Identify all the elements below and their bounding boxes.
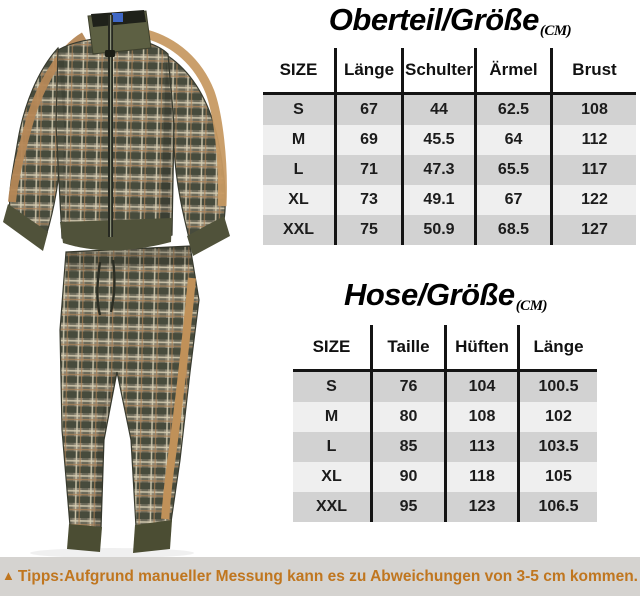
oberteil-section-title — [263, 2, 636, 38]
tracksuit-product-image — [0, 0, 262, 560]
warning-triangle-icon: ▲ — [2, 568, 15, 583]
oberteil-row-s — [263, 95, 636, 125]
cell: 49.1 — [404, 185, 477, 215]
oberteil-size-table — [263, 48, 636, 245]
cell: S — [263, 95, 337, 125]
cell: 75 — [337, 215, 404, 245]
hose-row-s — [293, 372, 597, 402]
cell: 69 — [337, 125, 404, 155]
cell: 108 — [447, 402, 520, 432]
cell: M — [263, 125, 337, 155]
cell: 65.5 — [477, 155, 553, 185]
cell: 67 — [477, 185, 553, 215]
measurement-tip-bar — [0, 557, 640, 596]
oberteil-header-schulter: Schulter — [404, 48, 477, 92]
cell: XL — [293, 462, 373, 492]
cell: 123 — [447, 492, 520, 522]
pants-illustration — [30, 246, 199, 558]
cell: 127 — [553, 215, 636, 245]
jacket-illustration — [3, 10, 230, 256]
cell: XXL — [293, 492, 373, 522]
oberteil-title-unit: (CM) — [539, 23, 572, 39]
cell: 113 — [447, 432, 520, 462]
hose-header-taille: Taille — [373, 325, 447, 369]
measurement-tip-text: Tipps:Aufgrund manueller Messung kann es zu Abweichungen von 3-5 cm kommen. — [17, 567, 638, 585]
cell: 68.5 — [477, 215, 553, 245]
oberteil-header-laenge: Länge — [337, 48, 404, 92]
cell: 44 — [404, 95, 477, 125]
hose-header-size: SIZE — [293, 325, 373, 369]
cell: 112 — [553, 125, 636, 155]
cell: 64 — [477, 125, 553, 155]
cell: 50.9 — [404, 215, 477, 245]
hose-row-l — [293, 432, 597, 462]
oberteil-header-brust: Brust — [553, 48, 636, 92]
cell: 108 — [553, 95, 636, 125]
cell: L — [263, 155, 337, 185]
oberteil-row-m — [263, 125, 636, 155]
hose-header-hueften: Hüften — [447, 325, 520, 369]
hose-header-row — [293, 325, 597, 372]
hose-section-title — [293, 277, 597, 313]
cell: 62.5 — [477, 95, 553, 125]
cell: XXL — [263, 215, 337, 245]
cell: 102 — [520, 402, 597, 432]
oberteil-title-text: Oberteil/Größe — [328, 2, 539, 37]
cell: 95 — [373, 492, 447, 522]
oberteil-header-aermel: Ärmel — [477, 48, 553, 92]
cell: XL — [263, 185, 337, 215]
cell: 73 — [337, 185, 404, 215]
cell: 104 — [447, 372, 520, 402]
cell: L — [293, 432, 373, 462]
oberteil-header-size: SIZE — [263, 48, 337, 92]
hose-row-xxl — [293, 492, 597, 522]
hose-row-m — [293, 402, 597, 432]
hose-header-laenge: Länge — [520, 325, 597, 369]
oberteil-header-row — [263, 48, 636, 95]
cell: 118 — [447, 462, 520, 492]
cell: 122 — [553, 185, 636, 215]
cell: 85 — [373, 432, 447, 462]
oberteil-row-l — [263, 155, 636, 185]
oberteil-row-xl — [263, 185, 636, 215]
collar-tag — [112, 13, 123, 22]
cell: 100.5 — [520, 372, 597, 402]
hose-row-xl — [293, 462, 597, 492]
cell: 67 — [337, 95, 404, 125]
cell: 105 — [520, 462, 597, 492]
cell: 90 — [373, 462, 447, 492]
cell: 80 — [373, 402, 447, 432]
cell: 117 — [553, 155, 636, 185]
hose-title-text: Hose/Größe — [343, 277, 515, 312]
hose-size-table — [293, 325, 597, 522]
hose-title-unit: (CM) — [515, 298, 548, 314]
cell: M — [293, 402, 373, 432]
cell: 71 — [337, 155, 404, 185]
cell: 106.5 — [520, 492, 597, 522]
cell: 76 — [373, 372, 447, 402]
oberteil-row-xxl — [263, 215, 636, 245]
zipper-pull — [105, 50, 115, 57]
cell: 45.5 — [404, 125, 477, 155]
cell: 103.5 — [520, 432, 597, 462]
cell: S — [293, 372, 373, 402]
cell: 47.3 — [404, 155, 477, 185]
